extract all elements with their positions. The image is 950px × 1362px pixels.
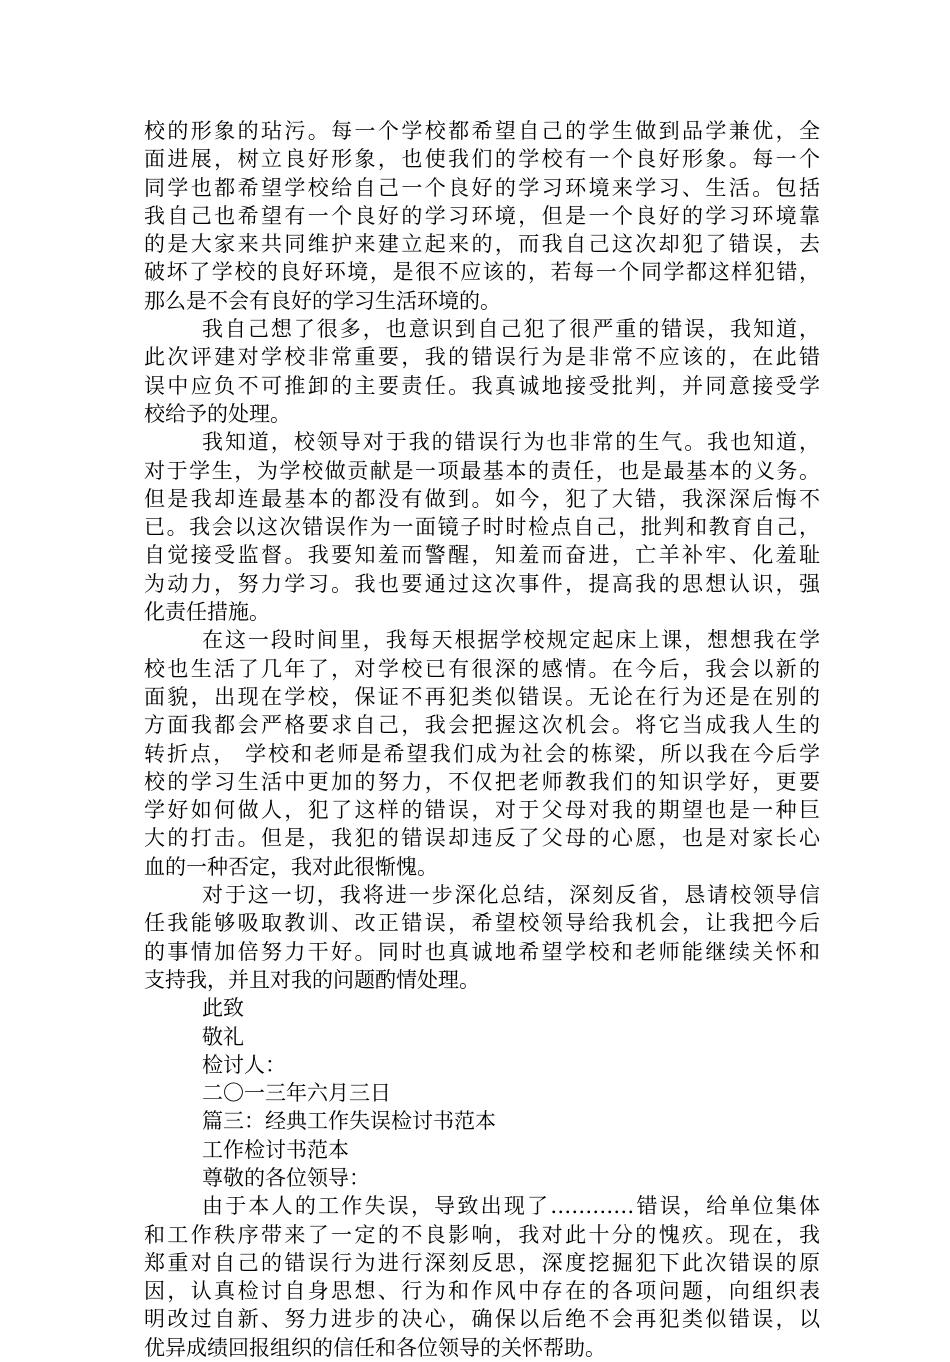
text-line: 检讨人： xyxy=(202,1052,286,1077)
text-line: 同学也都希望学校给自己一个良好的学习环境来学习、生活。包括 xyxy=(144,175,820,200)
text-line: 优异成绩回报组织的信任和各位领导的关怀帮助。 xyxy=(144,1335,606,1360)
text-line: 尊敬的各位领导： xyxy=(202,1165,370,1190)
text-line: 任我能够吸取教训、改正错误，希望校领导给我机会，让我把今后 xyxy=(144,911,820,936)
text-line: 在这一段时间里，我每天根据学校规定起床上课，想想我在学 xyxy=(202,628,820,653)
text-line: 化责任措施。 xyxy=(144,600,270,625)
text-line: 郑重对自己的错误行为进行深刻反思，深度挖掘犯下此次错误的原 xyxy=(144,1250,820,1275)
text-line: 转折点， 学校和老师是希望我们成为社会的栋梁，所以我在今后学 xyxy=(144,741,820,766)
text-line: 我知道，校领导对于我的错误行为也非常的生气。我也知道， xyxy=(202,430,820,455)
text-line: 血的一种否定，我对此很惭愧。 xyxy=(144,854,438,879)
text-line: 此致 xyxy=(202,996,244,1021)
text-line: 篇三：经典工作失误检讨书范本 xyxy=(202,1109,496,1134)
text-line: 敬礼 xyxy=(202,1024,244,1049)
text-line: 对于学生，为学校做贡献是一项最基本的责任，也是最基本的义务。 xyxy=(144,458,820,483)
text-line: 二〇一三年六月三日 xyxy=(202,1081,391,1106)
text-line: 校给予的处理。 xyxy=(144,401,291,426)
text-line: 和工作秩序带来了一定的不良影响，我对此十分的愧疚。现在，我 xyxy=(144,1222,820,1247)
text-line: 那么是不会有良好的学习生活环境的。 xyxy=(144,288,501,313)
text-line: 为动力，努力学习。我也要通过这次事件，提高我的思想认识，强 xyxy=(144,571,820,596)
text-line: 校的形象的玷污。每一个学校都希望自己的学生做到品学兼优，全 xyxy=(144,119,820,143)
text-line: 破坏了学校的良好环境，是很不应该的，若每一个同学都这样犯错， xyxy=(144,260,820,285)
text-line: 方面我都会严格要求自己，我会把握这次机会。将它当成我人生的 xyxy=(144,713,820,738)
text-line: 因，认真检讨自身思想、行为和作风中存在的各项问题，向组织表 xyxy=(144,1279,820,1304)
text-line: 对于这一切，我将进一步深化总结，深刻反省，恳请校领导信 xyxy=(202,883,820,908)
text-line: 面进展，树立良好形象，也使我们的学校有一个良好形象。每一个 xyxy=(144,147,820,172)
text-line: 自觉接受监督。我要知羞而警醒，知羞而奋进，亡羊补牢、化羞耻 xyxy=(144,543,820,568)
text-line: 的事情加倍努力干好。同时也真诚地希望学校和老师能继续关怀和 xyxy=(144,939,820,964)
text-line: 学好如何做人，犯了这样的错误，对于父母对我的期望也是一种巨 xyxy=(144,798,820,823)
text-line: 我自己想了很多，也意识到自己犯了很严重的错误，我知道， xyxy=(202,317,820,342)
text-line: 我自己也希望有一个良好的学习环境，但是一个良好的学习环境靠 xyxy=(144,203,820,228)
text-line: 支持我，并且对我的问题酌情处理。 xyxy=(144,967,480,992)
text-line: 校的学习生活中更加的努力，不仅把老师教我们的知识学好，更要 xyxy=(144,769,820,794)
text-line: 误中应负不可推卸的主要责任。我真诚地接受批判，并同意接受学 xyxy=(144,373,820,398)
text-line: 校也生活了几年了，对学校已有很深的感情。在今后，我会以新的 xyxy=(144,656,820,681)
text-line: 面貌，出现在学校，保证不再犯类似错误。无论在行为还是在别的 xyxy=(144,684,820,709)
text-line: 已。我会以这次错误作为一面镜子时时检点自己，批判和教育自己， xyxy=(144,515,820,540)
text-line: 大的打击。但是，我犯的错误却违反了父母的心愿，也是对家长心 xyxy=(144,826,820,851)
text-line: 此次评建对学校非常重要，我的错误行为是非常不应该的，在此错 xyxy=(144,345,820,370)
text-line: 由于本人的工作失误，导致出现了…………错误，给单位集体 xyxy=(202,1194,820,1219)
text-line: 但是我却连最基本的都没有做到。如今，犯了大错，我深深后悔不 xyxy=(144,486,820,511)
text-line: 的是大家来共同维护来建立起来的，而我自己这次却犯了错误，去 xyxy=(144,232,820,257)
text-line: 明改过自新、努力进步的决心，确保以后绝不会再犯类似错误，以 xyxy=(144,1307,820,1332)
document-body xyxy=(144,117,820,1362)
text-line: 工作检讨书范本 xyxy=(202,1137,349,1162)
